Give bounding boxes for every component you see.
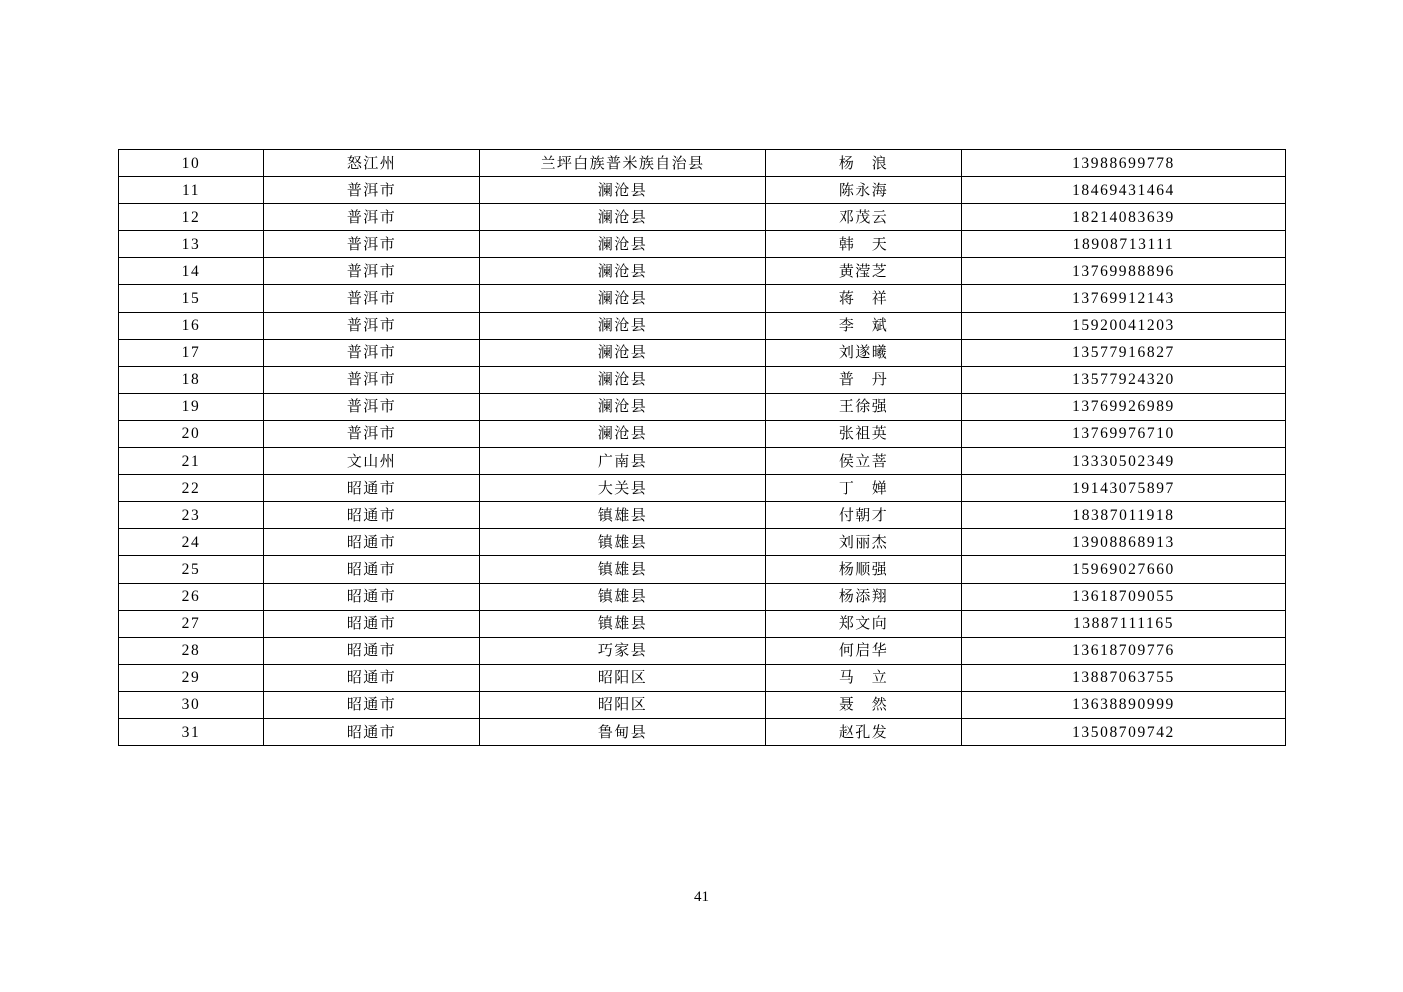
table-row [119,610,1286,637]
row-number-cell: 29 [119,664,264,691]
phone-number-cell: 13618709776 [962,637,1286,664]
phone-number-cell: 13988699778 [962,150,1286,177]
contact-name-cell: 赵孔发 [766,718,962,745]
row-number-cell: 19 [119,393,264,420]
county-cell: 兰坪白族普米族自治县 [480,150,766,177]
city-cell: 普洱市 [264,339,480,366]
row-number-cell: 12 [119,204,264,231]
county-cell: 澜沧县 [480,393,766,420]
row-number-cell: 21 [119,448,264,475]
contact-name-cell: 邓茂云 [766,204,962,231]
county-cell: 澜沧县 [480,420,766,447]
contact-name-cell: 普 丹 [766,366,962,393]
phone-number-cell: 13577924320 [962,366,1286,393]
city-cell: 普洱市 [264,366,480,393]
city-cell: 普洱市 [264,231,480,258]
city-cell: 昭通市 [264,610,480,637]
row-number-cell: 24 [119,529,264,556]
city-cell: 普洱市 [264,285,480,312]
row-number-cell: 11 [119,177,264,204]
row-number-cell: 28 [119,637,264,664]
phone-number-cell: 13508709742 [962,718,1286,745]
row-number-cell: 30 [119,691,264,718]
table-row [119,231,1286,258]
contact-name-cell: 刘遂曦 [766,339,962,366]
contact-name-cell: 聂 然 [766,691,962,718]
table-row [119,393,1286,420]
city-cell: 昭通市 [264,529,480,556]
row-number-cell: 16 [119,312,264,339]
county-cell: 昭阳区 [480,691,766,718]
table-row [119,150,1286,177]
contact-name-cell: 黄滢芝 [766,258,962,285]
contact-name-cell: 张祖英 [766,420,962,447]
row-number-cell: 15 [119,285,264,312]
phone-number-cell: 18214083639 [962,204,1286,231]
county-cell: 广南县 [480,448,766,475]
contact-name-cell: 李 斌 [766,312,962,339]
table-row [119,312,1286,339]
phone-number-cell: 18908713111 [962,231,1286,258]
contact-name-cell: 侯立菩 [766,448,962,475]
city-cell: 昭通市 [264,502,480,529]
contact-table-body [119,150,1286,746]
city-cell: 昭通市 [264,583,480,610]
phone-number-cell: 13618709055 [962,583,1286,610]
city-cell: 昭通市 [264,556,480,583]
county-cell: 澜沧县 [480,285,766,312]
contact-name-cell: 杨添翔 [766,583,962,610]
county-cell: 鲁甸县 [480,718,766,745]
row-number-cell: 17 [119,339,264,366]
contact-name-cell: 郑文向 [766,610,962,637]
row-number-cell: 13 [119,231,264,258]
city-cell: 怒江州 [264,150,480,177]
table-row [119,529,1286,556]
phone-number-cell: 13769912143 [962,285,1286,312]
city-cell: 普洱市 [264,393,480,420]
contact-name-cell: 刘丽杰 [766,529,962,556]
phone-number-cell: 13887111165 [962,610,1286,637]
contact-name-cell: 韩 天 [766,231,962,258]
phone-number-cell: 13908868913 [962,529,1286,556]
contact-name-cell: 丁 婵 [766,475,962,502]
county-cell: 澜沧县 [480,312,766,339]
table-row [119,583,1286,610]
row-number-cell: 20 [119,420,264,447]
county-cell: 澜沧县 [480,339,766,366]
table-row [119,475,1286,502]
city-cell: 普洱市 [264,177,480,204]
city-cell: 普洱市 [264,312,480,339]
table-row [119,556,1286,583]
county-cell: 澜沧县 [480,231,766,258]
table-row [119,718,1286,745]
city-cell: 昭通市 [264,718,480,745]
table-row [119,285,1286,312]
contact-name-cell: 杨 浪 [766,150,962,177]
county-cell: 昭阳区 [480,664,766,691]
county-cell: 巧家县 [480,637,766,664]
table-row [119,691,1286,718]
table-row [119,637,1286,664]
county-cell: 澜沧县 [480,366,766,393]
phone-number-cell: 15920041203 [962,312,1286,339]
contact-name-cell: 王徐强 [766,393,962,420]
city-cell: 普洱市 [264,420,480,447]
table-row [119,664,1286,691]
phone-number-cell: 19143075897 [962,475,1286,502]
table-row [119,177,1286,204]
contact-name-cell: 马 立 [766,664,962,691]
county-cell: 澜沧县 [480,204,766,231]
phone-number-cell: 15969027660 [962,556,1286,583]
table-row [119,366,1286,393]
county-cell: 澜沧县 [480,177,766,204]
row-number-cell: 10 [119,150,264,177]
contact-name-cell: 陈永海 [766,177,962,204]
phone-number-cell: 13887063755 [962,664,1286,691]
row-number-cell: 25 [119,556,264,583]
county-cell: 镇雄县 [480,556,766,583]
phone-number-cell: 13769976710 [962,420,1286,447]
phone-number-cell: 18469431464 [962,177,1286,204]
page-number: 41 [694,889,709,905]
phone-number-cell: 13577916827 [962,339,1286,366]
city-cell: 昭通市 [264,664,480,691]
row-number-cell: 31 [119,718,264,745]
phone-number-cell: 13769988896 [962,258,1286,285]
contact-name-cell: 付朝才 [766,502,962,529]
city-cell: 昭通市 [264,637,480,664]
city-cell: 昭通市 [264,691,480,718]
row-number-cell: 14 [119,258,264,285]
table-row [119,420,1286,447]
contact-name-cell: 何启华 [766,637,962,664]
city-cell: 普洱市 [264,204,480,231]
phone-number-cell: 13638890999 [962,691,1286,718]
city-cell: 文山州 [264,448,480,475]
phone-number-cell: 18387011918 [962,502,1286,529]
row-number-cell: 23 [119,502,264,529]
row-number-cell: 27 [119,610,264,637]
row-number-cell: 22 [119,475,264,502]
contact-name-cell: 蒋 祥 [766,285,962,312]
city-cell: 昭通市 [264,475,480,502]
county-cell: 澜沧县 [480,258,766,285]
phone-number-cell: 13330502349 [962,448,1286,475]
county-cell: 镇雄县 [480,529,766,556]
table-row [119,204,1286,231]
table-row [119,448,1286,475]
table-row [119,502,1286,529]
city-cell: 普洱市 [264,258,480,285]
phone-number-cell: 13769926989 [962,393,1286,420]
table-row [119,339,1286,366]
county-cell: 镇雄县 [480,610,766,637]
county-cell: 大关县 [480,475,766,502]
row-number-cell: 18 [119,366,264,393]
county-cell: 镇雄县 [480,583,766,610]
county-cell: 镇雄县 [480,502,766,529]
table-row [119,258,1286,285]
row-number-cell: 26 [119,583,264,610]
contact-name-cell: 杨顺强 [766,556,962,583]
contact-table [118,149,1286,746]
